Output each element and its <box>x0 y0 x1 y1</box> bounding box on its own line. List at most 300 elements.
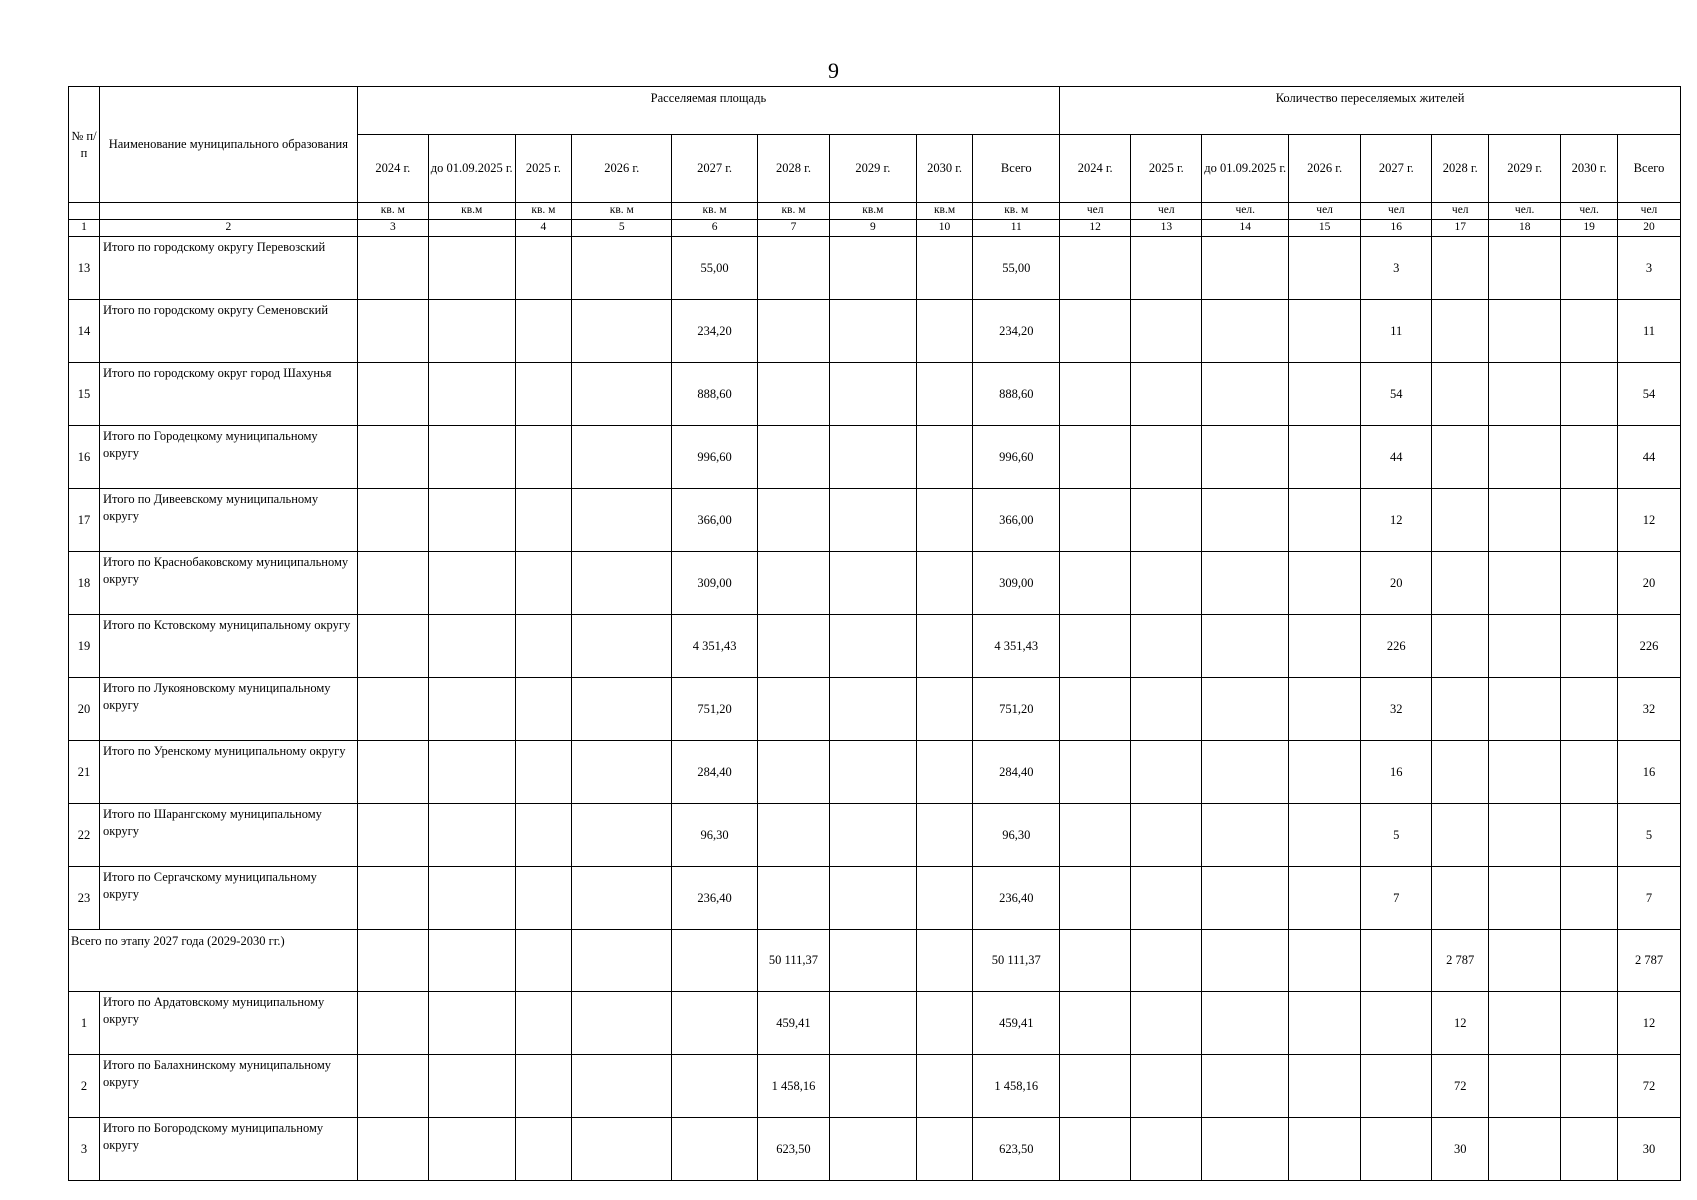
header-people-unit: чел <box>1060 203 1131 220</box>
cell-empty <box>1060 1118 1131 1181</box>
column-number <box>428 220 515 237</box>
cell-empty <box>1289 552 1361 615</box>
cell-empty <box>1561 615 1618 678</box>
cell-empty <box>672 930 758 992</box>
cell-people-total: 16 <box>1618 741 1681 804</box>
cell-empty <box>1289 1055 1361 1118</box>
cell-area-total: 55,00 <box>973 237 1060 300</box>
cell-empty <box>515 426 572 489</box>
cell-empty <box>428 363 515 426</box>
header-area-unit: кв. м <box>757 203 829 220</box>
cell-people-2027 <box>1361 992 1432 1055</box>
cell-empty <box>1131 237 1202 300</box>
cell-empty <box>1489 1055 1561 1118</box>
column-number: 10 <box>916 220 973 237</box>
cell-empty <box>1060 237 1131 300</box>
cell-area-2028 <box>757 237 829 300</box>
cell-empty <box>1202 678 1289 741</box>
cell-empty <box>916 867 973 930</box>
row-number: 14 <box>69 300 100 363</box>
cell-empty <box>1289 489 1361 552</box>
row-number: 20 <box>69 678 100 741</box>
cell-empty <box>428 1055 515 1118</box>
cell-empty <box>572 992 672 1055</box>
header-area-unit: кв. м <box>672 203 758 220</box>
cell-empty <box>357 363 428 426</box>
cell-area-2028: 459,41 <box>757 992 829 1055</box>
header-area-unit: кв.м <box>916 203 973 220</box>
cell-empty <box>1489 426 1561 489</box>
cell-empty <box>1202 1055 1289 1118</box>
header-people-unit: чел. <box>1202 203 1289 220</box>
header-people-year: до 01.09.2025 г. <box>1202 135 1289 203</box>
cell-people-total: 3 <box>1618 237 1681 300</box>
table-row <box>69 363 1681 426</box>
cell-people-total: 226 <box>1618 615 1681 678</box>
cell-empty <box>515 1055 572 1118</box>
row-number: 15 <box>69 363 100 426</box>
cell-area-2028 <box>757 741 829 804</box>
cell-empty <box>357 741 428 804</box>
row-name: Итого по городскому округу Перевозский <box>99 237 357 300</box>
cell-empty <box>428 237 515 300</box>
cell-empty <box>1361 930 1432 992</box>
header-people-year: 2029 г. <box>1489 135 1561 203</box>
table-row <box>69 678 1681 741</box>
cell-empty <box>1060 552 1131 615</box>
cell-empty <box>1561 678 1618 741</box>
cell-empty <box>1289 615 1361 678</box>
cell-empty <box>916 237 973 300</box>
table-row <box>69 552 1681 615</box>
column-number: 2 <box>99 220 357 237</box>
cell-area-total: 284,40 <box>973 741 1060 804</box>
cell-empty <box>916 1118 973 1181</box>
cell-empty <box>1060 300 1131 363</box>
column-number: 14 <box>1202 220 1289 237</box>
stage-total-row <box>69 930 1681 992</box>
cell-empty <box>1131 1118 1202 1181</box>
cell-empty <box>1489 804 1561 867</box>
cell-area-total: 236,40 <box>973 867 1060 930</box>
cell-empty <box>1202 237 1289 300</box>
cell-empty <box>1561 867 1618 930</box>
cell-people-2028 <box>1432 804 1489 867</box>
cell-people-2028: 12 <box>1432 992 1489 1055</box>
cell-empty <box>357 992 428 1055</box>
column-number: 13 <box>1131 220 1202 237</box>
cell-area-2028 <box>757 552 829 615</box>
table-row <box>69 1118 1681 1181</box>
cell-empty <box>830 363 917 426</box>
cell-empty <box>1289 930 1361 992</box>
cell-empty <box>1561 1118 1618 1181</box>
cell-area-total: 751,20 <box>973 678 1060 741</box>
cell-area-2028 <box>757 678 829 741</box>
cell-empty <box>357 1055 428 1118</box>
cell-empty <box>1289 804 1361 867</box>
cell-people-2027 <box>1361 1055 1432 1118</box>
cell-empty <box>357 237 428 300</box>
cell-empty <box>515 237 572 300</box>
page-number: 9 <box>828 58 839 83</box>
header-area-unit: кв. м <box>572 203 672 220</box>
cell-area-2028 <box>757 426 829 489</box>
cell-people-total: 44 <box>1618 426 1681 489</box>
cell-empty <box>830 300 917 363</box>
cell-empty <box>1561 930 1618 992</box>
cell-area-total: 623,50 <box>973 1118 1060 1181</box>
header-people-unit: чел <box>1289 203 1361 220</box>
cell-empty <box>572 1055 672 1118</box>
row-number: 22 <box>69 804 100 867</box>
cell-people-total: 12 <box>1618 992 1681 1055</box>
row-number: 2 <box>69 1055 100 1118</box>
cell-empty <box>830 678 917 741</box>
row-name: Итого по Уренскому муниципальному округу <box>99 741 357 804</box>
cell-empty <box>1289 992 1361 1055</box>
cell-empty <box>1131 615 1202 678</box>
row-name: Итого по Ардатовскому муниципальному округу <box>99 992 357 1055</box>
row-name: Итого по Богородскому муниципальному округу <box>99 1118 357 1181</box>
cell-area-2027: 4 351,43 <box>672 615 758 678</box>
cell-empty <box>572 615 672 678</box>
cell-empty <box>428 426 515 489</box>
row-number: 19 <box>69 615 100 678</box>
cell-empty <box>515 363 572 426</box>
header-people-unit: чел <box>1361 203 1432 220</box>
cell-empty <box>1060 426 1131 489</box>
row-number: 21 <box>69 741 100 804</box>
cell-empty <box>357 615 428 678</box>
stage-total-label: Всего по этапу 2027 года (2029-2030 гг.) <box>69 930 358 992</box>
cell-empty <box>916 992 973 1055</box>
cell-empty <box>916 1055 973 1118</box>
cell-empty <box>1202 363 1289 426</box>
cell-empty <box>572 300 672 363</box>
cell-area-2027: 309,00 <box>672 552 758 615</box>
header-people-year: 2024 г. <box>1060 135 1131 203</box>
table-header <box>69 87 1681 237</box>
cell-empty <box>1489 867 1561 930</box>
cell-area-total: 888,60 <box>973 363 1060 426</box>
cell-empty <box>1489 678 1561 741</box>
row-name: Итого по городскому округ город Шахунья <box>99 363 357 426</box>
header-area-year: до 01.09.2025 г. <box>428 135 515 203</box>
cell-people-total: 12 <box>1618 489 1681 552</box>
cell-empty <box>830 552 917 615</box>
cell-empty <box>1131 992 1202 1055</box>
row-number: 17 <box>69 489 100 552</box>
cell-area-2027: 284,40 <box>672 741 758 804</box>
cell-empty <box>515 615 572 678</box>
cell-empty <box>1289 867 1361 930</box>
cell-empty <box>1489 741 1561 804</box>
cell-empty <box>1131 300 1202 363</box>
header-people-unit: чел <box>1131 203 1202 220</box>
cell-empty <box>357 300 428 363</box>
header-area-unit: кв.м <box>428 203 515 220</box>
header-area-year: 2030 г. <box>916 135 973 203</box>
cell-empty <box>1561 426 1618 489</box>
table-row <box>69 489 1681 552</box>
column-number: 20 <box>1618 220 1681 237</box>
cell-people-total: 7 <box>1618 867 1681 930</box>
header-area-unit: кв.м <box>830 203 917 220</box>
header-area-year: Всего <box>973 135 1060 203</box>
cell-empty <box>1289 678 1361 741</box>
cell-empty <box>1561 489 1618 552</box>
cell-empty <box>572 552 672 615</box>
cell-empty <box>515 678 572 741</box>
cell-people-total: 32 <box>1618 678 1681 741</box>
cell-empty <box>357 678 428 741</box>
cell-empty <box>428 804 515 867</box>
cell-people-2028 <box>1432 426 1489 489</box>
cell-empty <box>428 1118 515 1181</box>
cell-empty <box>1060 1055 1131 1118</box>
header-people-group: Количество переселяемых жителей <box>1060 87 1681 135</box>
cell-empty <box>572 237 672 300</box>
cell-empty <box>1561 237 1618 300</box>
cell-people-2027: 226 <box>1361 615 1432 678</box>
cell-empty <box>1289 741 1361 804</box>
cell-empty <box>572 741 672 804</box>
cell-empty <box>515 300 572 363</box>
cell-people-2027: 16 <box>1361 741 1432 804</box>
row-number: 18 <box>69 552 100 615</box>
header-area-year: 2028 г. <box>757 135 829 203</box>
cell-empty <box>357 1118 428 1181</box>
cell-empty <box>1202 300 1289 363</box>
cell-empty <box>357 804 428 867</box>
table-row <box>69 1055 1681 1118</box>
cell-empty <box>1202 930 1289 992</box>
cell-people-total: 5 <box>1618 804 1681 867</box>
header-unit-blank <box>69 203 100 220</box>
table-row <box>69 867 1681 930</box>
cell-empty <box>428 300 515 363</box>
table-row <box>69 992 1681 1055</box>
cell-empty <box>572 930 672 992</box>
table-row <box>69 426 1681 489</box>
row-name: Итого по городскому округу Семеновский <box>99 300 357 363</box>
cell-empty <box>1060 678 1131 741</box>
cell-empty <box>1060 867 1131 930</box>
cell-area-2028 <box>757 363 829 426</box>
column-number: 5 <box>572 220 672 237</box>
cell-empty <box>1561 300 1618 363</box>
cell-people-2028: 72 <box>1432 1055 1489 1118</box>
cell-empty <box>1202 615 1289 678</box>
stage-total-area-total: 50 111,37 <box>973 930 1060 992</box>
cell-area-2028 <box>757 489 829 552</box>
row-name: Итого по Краснобаковскому муниципальному округу <box>99 552 357 615</box>
column-number: 9 <box>830 220 917 237</box>
row-number: 16 <box>69 426 100 489</box>
cell-people-2027: 7 <box>1361 867 1432 930</box>
cell-people-2028 <box>1432 615 1489 678</box>
cell-empty <box>1561 992 1618 1055</box>
cell-empty <box>830 867 917 930</box>
cell-people-2027: 32 <box>1361 678 1432 741</box>
cell-empty <box>515 930 572 992</box>
cell-people-2027: 12 <box>1361 489 1432 552</box>
cell-people-total: 54 <box>1618 363 1681 426</box>
cell-empty <box>1131 426 1202 489</box>
cell-people-total: 72 <box>1618 1055 1681 1118</box>
cell-empty <box>515 741 572 804</box>
cell-empty <box>572 426 672 489</box>
cell-people-2027: 11 <box>1361 300 1432 363</box>
header-area-year: 2024 г. <box>357 135 428 203</box>
cell-area-2027 <box>672 992 758 1055</box>
cell-area-2027 <box>672 1118 758 1181</box>
cell-empty <box>830 1055 917 1118</box>
cell-empty <box>830 1118 917 1181</box>
cell-area-2027: 234,20 <box>672 300 758 363</box>
cell-empty <box>357 930 428 992</box>
column-number: 7 <box>757 220 829 237</box>
cell-empty <box>572 363 672 426</box>
cell-empty <box>515 804 572 867</box>
header-number: № п/п <box>69 87 100 203</box>
header-people-unit: чел. <box>1561 203 1618 220</box>
cell-area-2028: 1 458,16 <box>757 1055 829 1118</box>
cell-people-total: 30 <box>1618 1118 1681 1181</box>
cell-empty <box>1489 237 1561 300</box>
cell-area-2028 <box>757 804 829 867</box>
cell-empty <box>1131 678 1202 741</box>
header-people-year: 2027 г. <box>1361 135 1432 203</box>
header-area-year: 2026 г. <box>572 135 672 203</box>
cell-empty <box>1489 552 1561 615</box>
header-area-group: Расселяемая площадь <box>357 87 1059 135</box>
header-unit-blank <box>99 203 357 220</box>
cell-people-2028 <box>1432 552 1489 615</box>
row-number: 23 <box>69 867 100 930</box>
stage-total-area-2028: 50 111,37 <box>757 930 829 992</box>
cell-area-total: 4 351,43 <box>973 615 1060 678</box>
cell-empty <box>572 489 672 552</box>
cell-empty <box>1202 1118 1289 1181</box>
cell-area-2027: 96,30 <box>672 804 758 867</box>
cell-area-2027: 996,60 <box>672 426 758 489</box>
cell-people-2028 <box>1432 237 1489 300</box>
cell-empty <box>1561 804 1618 867</box>
cell-area-total: 366,00 <box>973 489 1060 552</box>
cell-empty <box>357 489 428 552</box>
cell-empty <box>1202 741 1289 804</box>
cell-empty <box>1202 804 1289 867</box>
row-name: Итого по Балахнинскому муниципальному округу <box>99 1055 357 1118</box>
cell-empty <box>830 489 917 552</box>
cell-empty <box>428 678 515 741</box>
column-number: 11 <box>973 220 1060 237</box>
header-people-year: Всего <box>1618 135 1681 203</box>
cell-empty <box>916 489 973 552</box>
column-number: 4 <box>515 220 572 237</box>
cell-empty <box>916 804 973 867</box>
cell-people-2028 <box>1432 363 1489 426</box>
cell-area-total: 459,41 <box>973 992 1060 1055</box>
cell-people-2028 <box>1432 300 1489 363</box>
header-area-unit: кв. м <box>357 203 428 220</box>
cell-empty <box>1060 363 1131 426</box>
cell-area-2027: 366,00 <box>672 489 758 552</box>
cell-empty <box>1289 300 1361 363</box>
cell-area-total: 234,20 <box>973 300 1060 363</box>
cell-empty <box>428 930 515 992</box>
cell-empty <box>428 867 515 930</box>
cell-area-2027: 55,00 <box>672 237 758 300</box>
cell-empty <box>1202 867 1289 930</box>
column-number: 19 <box>1561 220 1618 237</box>
cell-people-2027: 5 <box>1361 804 1432 867</box>
cell-empty <box>830 992 917 1055</box>
cell-area-total: 309,00 <box>973 552 1060 615</box>
cell-empty <box>1202 426 1289 489</box>
cell-empty <box>830 426 917 489</box>
cell-empty <box>916 426 973 489</box>
stage-total-people-total: 2 787 <box>1618 930 1681 992</box>
row-name: Итого по Сергачскому муниципальному округу <box>99 867 357 930</box>
row-name: Итого по Городецкому муниципальному округу <box>99 426 357 489</box>
cell-empty <box>1489 489 1561 552</box>
cell-empty <box>1060 992 1131 1055</box>
cell-people-2028: 30 <box>1432 1118 1489 1181</box>
cell-people-2027: 44 <box>1361 426 1432 489</box>
stage-total-people-2028: 2 787 <box>1432 930 1489 992</box>
cell-empty <box>916 678 973 741</box>
cell-people-2028 <box>1432 489 1489 552</box>
cell-empty <box>1289 1118 1361 1181</box>
cell-area-2027 <box>672 1055 758 1118</box>
cell-area-total: 996,60 <box>973 426 1060 489</box>
header-people-unit: чел <box>1618 203 1681 220</box>
cell-area-total: 96,30 <box>973 804 1060 867</box>
resettlement-table <box>68 86 1681 1181</box>
table-row <box>69 804 1681 867</box>
cell-area-2028: 623,50 <box>757 1118 829 1181</box>
cell-empty <box>830 615 917 678</box>
cell-empty <box>1131 867 1202 930</box>
column-number: 16 <box>1361 220 1432 237</box>
cell-empty <box>1131 489 1202 552</box>
row-name: Итого по Лукояновскому муниципальному округу <box>99 678 357 741</box>
cell-people-2028 <box>1432 867 1489 930</box>
cell-empty <box>572 804 672 867</box>
header-people-unit: чел. <box>1489 203 1561 220</box>
cell-empty <box>1561 363 1618 426</box>
cell-empty <box>428 741 515 804</box>
header-area-year: 2029 г. <box>830 135 917 203</box>
cell-area-2027: 236,40 <box>672 867 758 930</box>
cell-empty <box>515 867 572 930</box>
cell-empty <box>1289 237 1361 300</box>
cell-empty <box>916 930 973 992</box>
header-people-year: 2030 г. <box>1561 135 1618 203</box>
cell-people-2027 <box>1361 1118 1432 1181</box>
cell-people-2028 <box>1432 678 1489 741</box>
cell-empty <box>1060 741 1131 804</box>
cell-empty <box>830 804 917 867</box>
cell-empty <box>428 552 515 615</box>
cell-empty <box>1131 1055 1202 1118</box>
row-name: Итого по Шарангскому муниципальному округу <box>99 804 357 867</box>
cell-empty <box>428 615 515 678</box>
header-area-unit: кв. м <box>973 203 1060 220</box>
